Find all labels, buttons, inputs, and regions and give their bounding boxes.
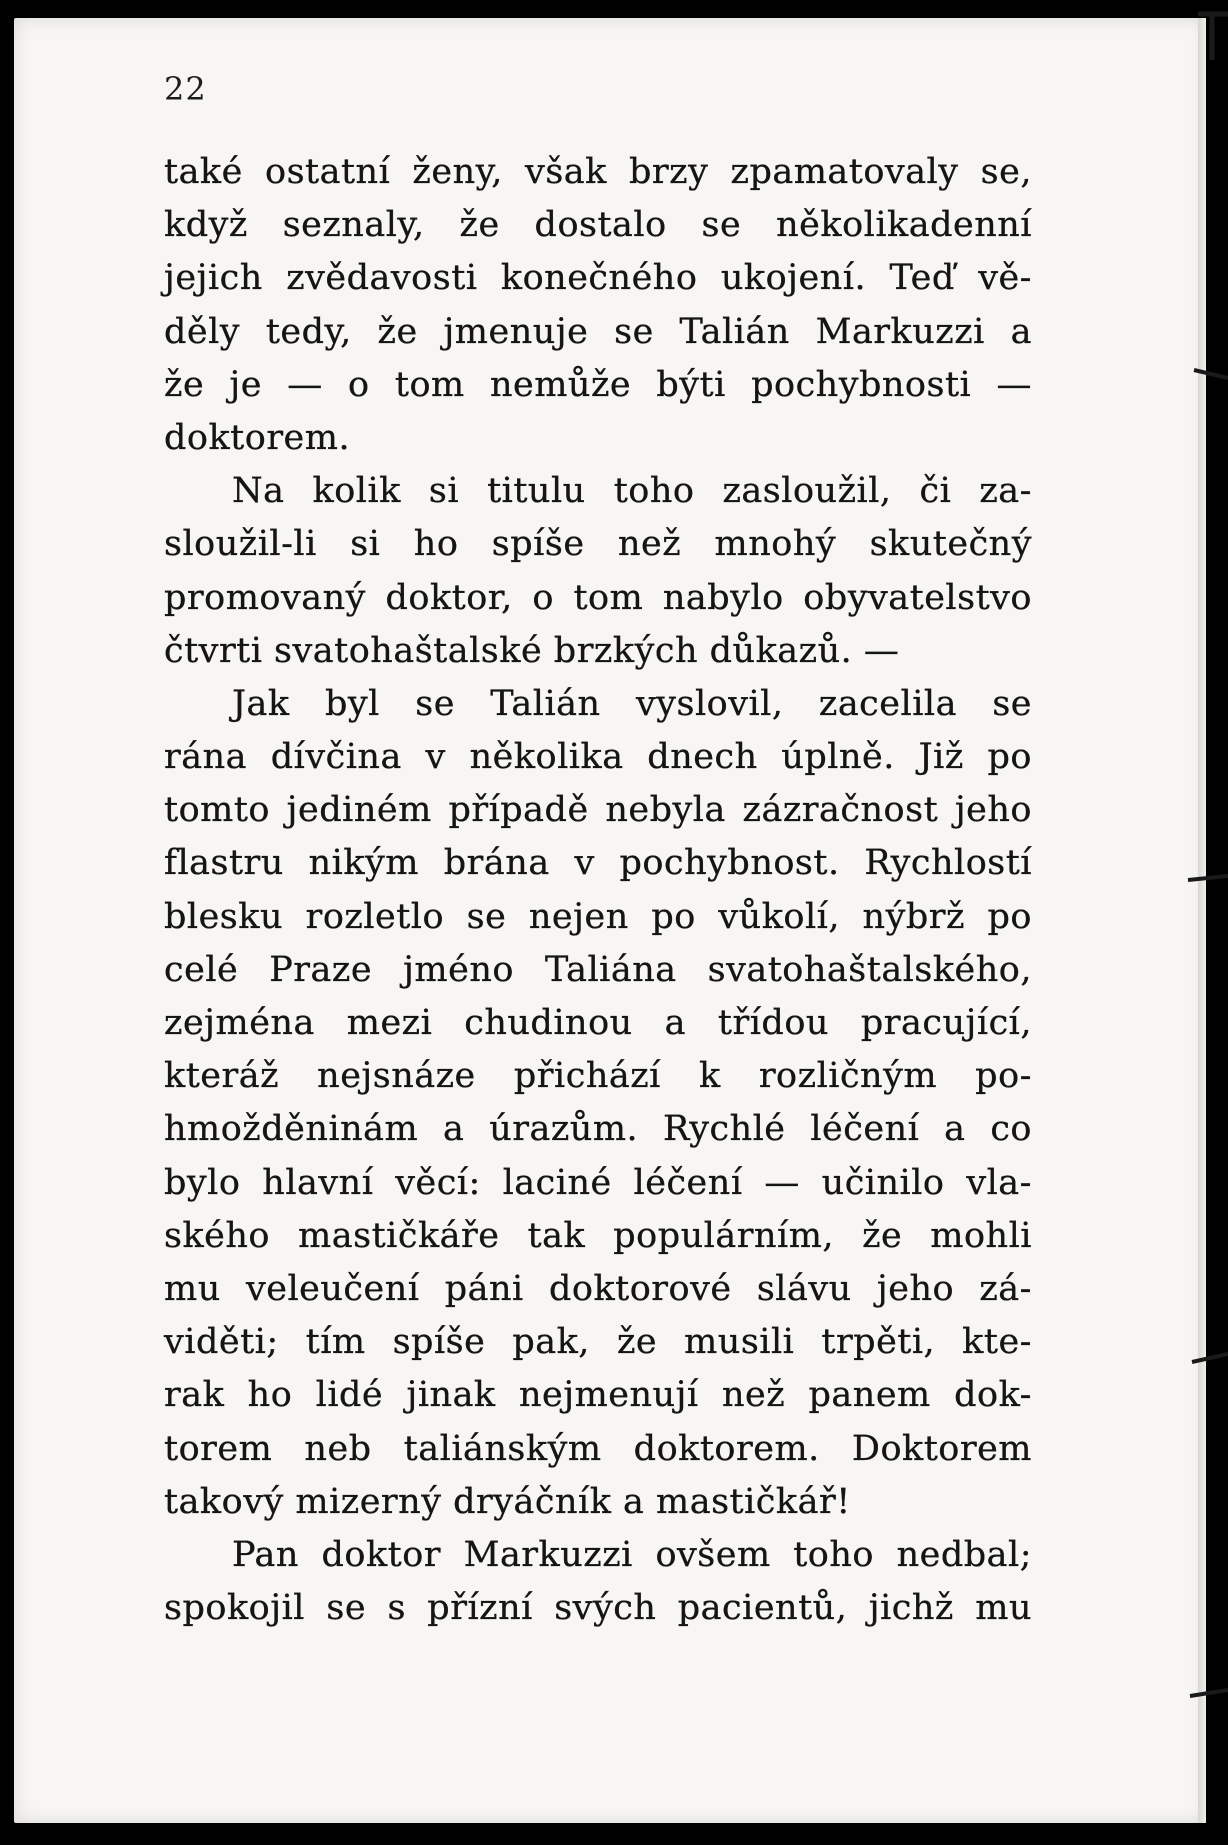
text-line: když seznaly, že dostalo se několikadenní [164, 205, 1032, 246]
text-line: rak ho lidé jinak nejmenují než panem dok- [164, 1375, 1032, 1416]
text-line: Pan doktor Markuzzi ovšem toho nedbal; [232, 1534, 1032, 1575]
text-line: čtvrti svatohaštalské brzkých důkazů. — [164, 630, 900, 671]
text-line: doktorem. [164, 417, 351, 458]
text-line: flastru nikým brána v pochybnost. Rychlostí [164, 843, 1032, 884]
text-line: také ostatní ženy, však brzy zpamatovaly se, [164, 152, 1032, 192]
text-line: mu veleučení páni doktorové slávu jeho zá- [164, 1268, 1032, 1309]
text-line: jejich zvědavosti konečného ukojení. Teď vě- [164, 258, 1032, 299]
text-line: viděti; tím spíše pak, že musili trpěti, kte- [164, 1322, 1032, 1363]
text-line: blesku rozletlo se nejen po vůkolí, nýbrž po [164, 896, 1032, 937]
text-line: sloužil-li si ho spíše než mnohý skutečný [164, 524, 1032, 565]
text-line: takový mizerný dryáčník a mastičkář! [164, 1481, 851, 1522]
text-line: tomto jediném případě nebyla zázračnost jeho [164, 790, 1032, 831]
text-line: Na kolik si titulu toho zasloužil, či za- [232, 471, 1032, 512]
text-line: zejména mezi chudinou a třídou pracující, [164, 1003, 1032, 1043]
text-line: Jak byl se Talián vyslovil, zacelila se [232, 683, 1032, 724]
text-line: že je — o tom nemůže býti pochybnosti — [164, 364, 1032, 405]
page-number: 22 [164, 70, 207, 108]
page-edge [1198, 18, 1206, 1823]
text-line: ského mastičkáře tak populárním, že mohli [164, 1215, 1032, 1256]
text-line: kteráž nejsnáze přichází k rozličným po- [164, 1056, 1032, 1097]
text-line: spokojil se s přízní svých pacientů, jichž mu [164, 1588, 1032, 1629]
text-line: rána dívčina v několika dnech úplně. Již po [164, 737, 1032, 778]
text-line: děly tedy, že jmenuje se Talián Markuzzi a [164, 311, 1032, 352]
text-line: torem neb taliánským doktorem. Doktorem [164, 1428, 1032, 1469]
book-page [14, 18, 1206, 1823]
body-text [164, 146, 1032, 1635]
text-line: hmožděninám a úrazům. Rychlé léčení a co [164, 1109, 1032, 1150]
text-line: celé Praze jméno Taliána svatohaštalského, [164, 949, 1032, 990]
text-line: bylo hlavní věcí: laciné léčení — učinilo vla- [164, 1162, 1032, 1203]
text-line: promovaný doktor, o tom nabylo obyvatelstvo [164, 577, 1032, 618]
